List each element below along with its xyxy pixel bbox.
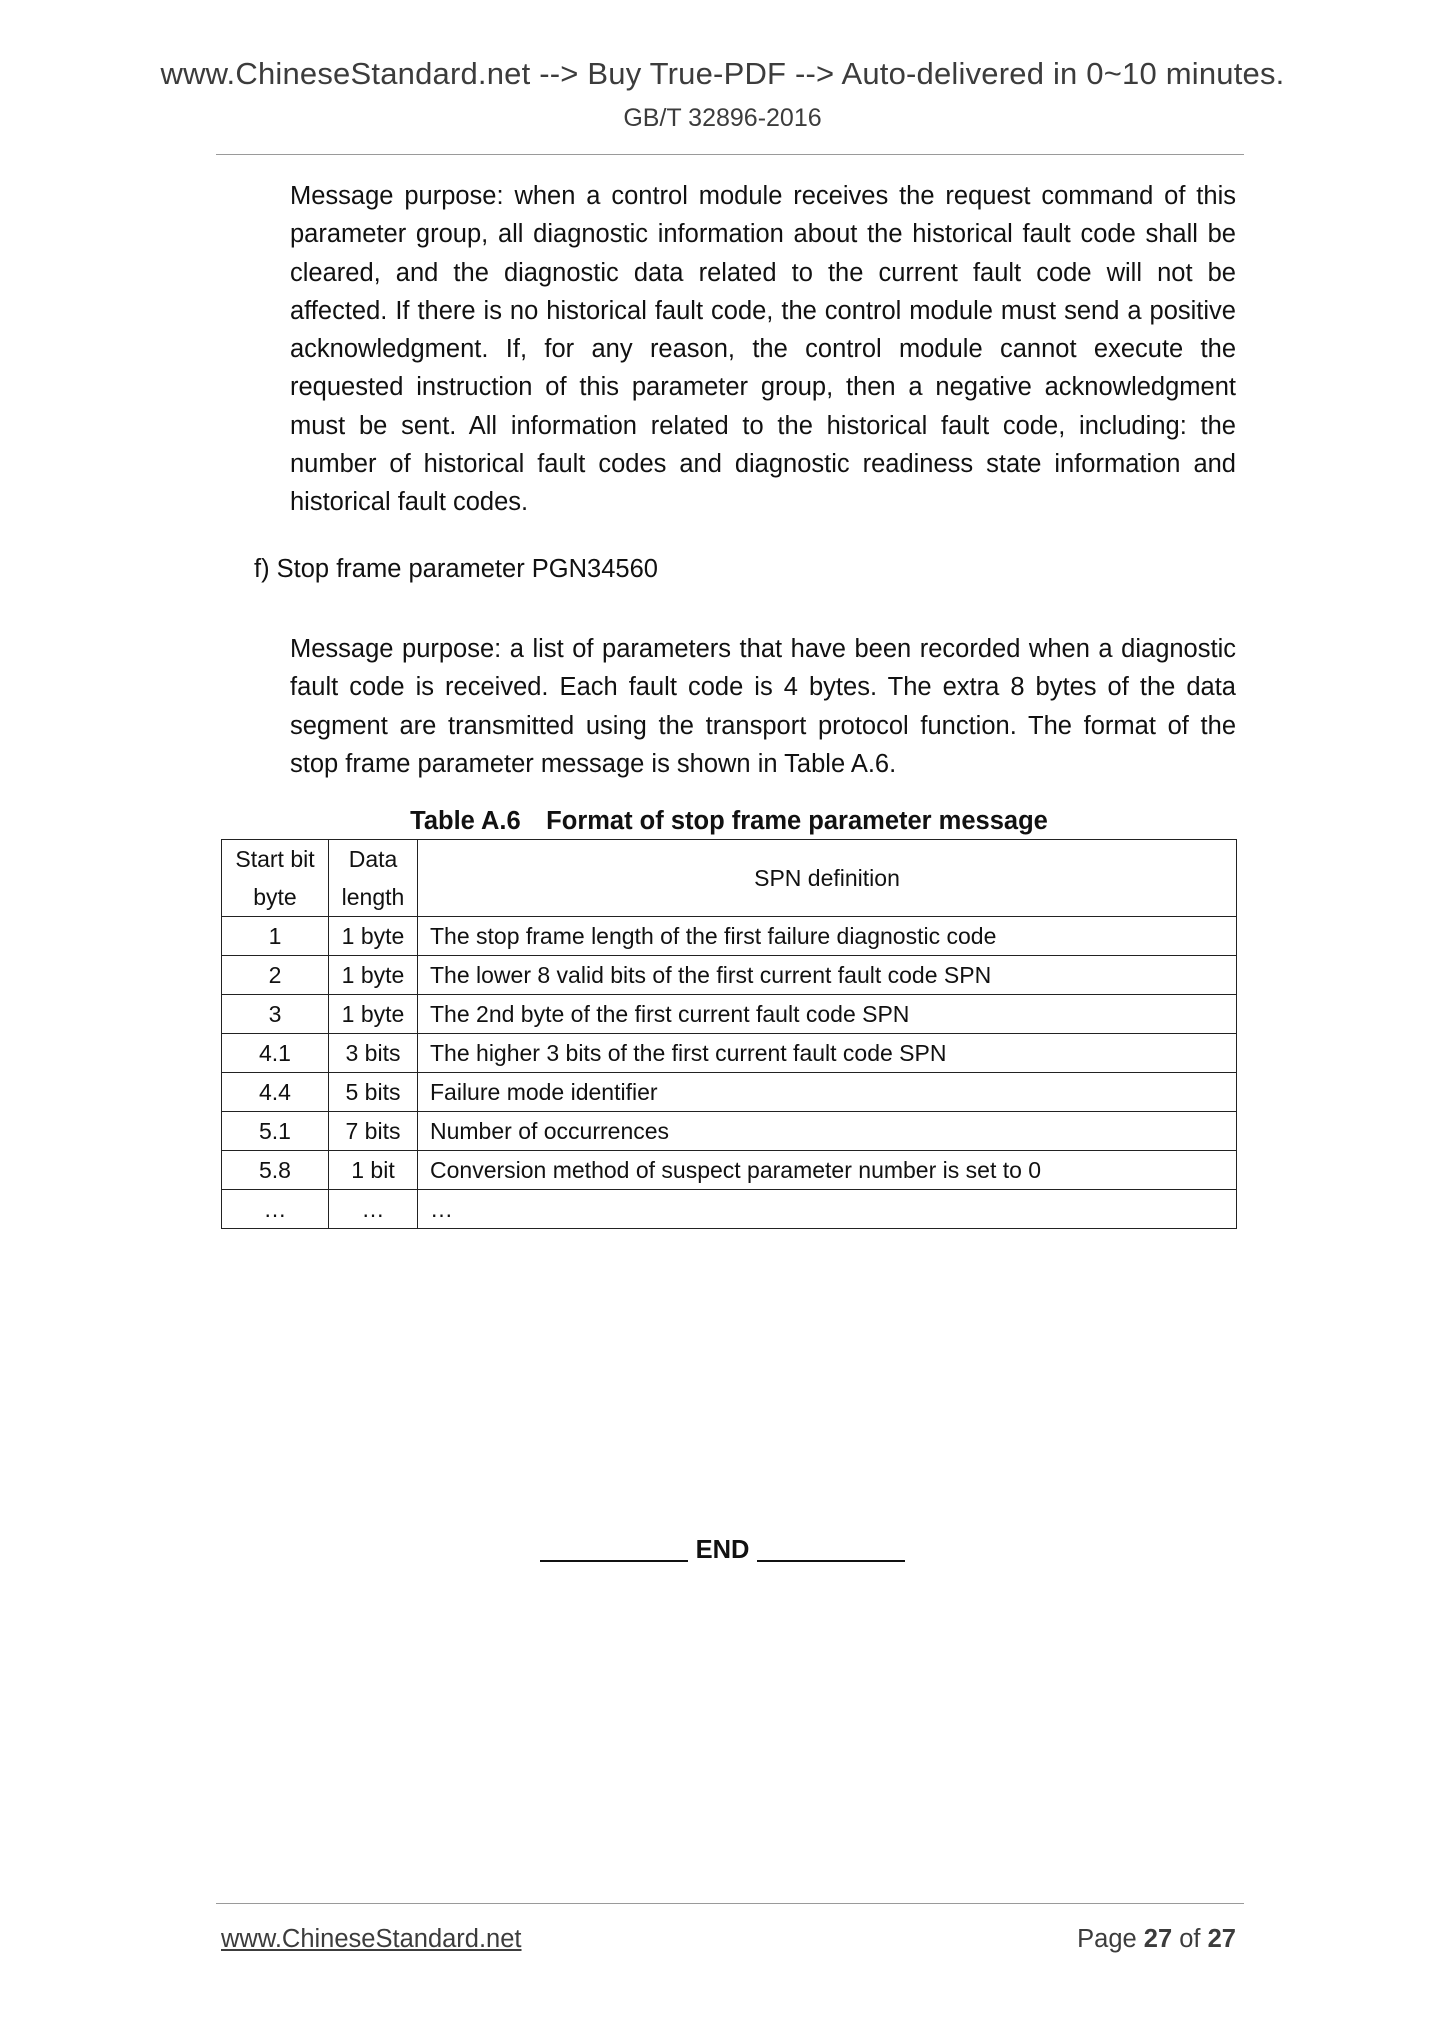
footer-divider bbox=[216, 1903, 1244, 1904]
cell-length: 1 bit bbox=[329, 1151, 418, 1190]
page-of: of bbox=[1179, 1925, 1201, 1953]
header-data-length bbox=[329, 840, 418, 917]
cell-start: 5.1 bbox=[222, 1112, 329, 1151]
cell-length: … bbox=[329, 1190, 418, 1229]
header-spn-definition: SPN definition bbox=[418, 840, 1237, 917]
table-row bbox=[222, 1190, 1237, 1229]
cell-start: 4.1 bbox=[222, 1034, 329, 1073]
page-number bbox=[1077, 1925, 1236, 1954]
page-current: 27 bbox=[1143, 1925, 1173, 1953]
table-row bbox=[222, 1151, 1237, 1190]
table-row bbox=[222, 1073, 1237, 1112]
cell-length: 1 byte bbox=[329, 956, 418, 995]
cell-start: 5.8 bbox=[222, 1151, 329, 1190]
header-divider bbox=[216, 154, 1244, 155]
end-rule-left bbox=[540, 1560, 688, 1562]
header-start-line2: byte bbox=[253, 884, 297, 910]
header-start-line1: Start bit bbox=[235, 846, 315, 872]
cell-start: 3 bbox=[222, 995, 329, 1034]
cell-definition: Conversion method of suspect parameter number is set to 0 bbox=[418, 1151, 1237, 1190]
cell-length: 7 bits bbox=[329, 1112, 418, 1151]
paragraph-message-purpose-stop-frame: Message purpose: a list of parameters that have been recorded when a diagnostic fault code is received. Each fault code is 4 bytes. The extra 8 bytes of the data segment are transmitted using the transport protocol function. The format of the stop frame parameter message is shown in Table A.6. bbox=[290, 635, 1236, 778]
cell-length: 1 byte bbox=[329, 917, 418, 956]
cell-definition: The stop frame length of the first failure diagnostic code bbox=[418, 917, 1237, 956]
table-caption: Table A.6 Format of stop frame parameter message bbox=[410, 807, 1048, 835]
cell-definition: Failure mode identifier bbox=[418, 1073, 1237, 1112]
table-row bbox=[222, 956, 1237, 995]
cell-length: 5 bits bbox=[329, 1073, 418, 1112]
header-length-line2: length bbox=[341, 884, 405, 910]
header-length-line1: Data bbox=[348, 846, 398, 872]
cell-definition: The lower 8 valid bits of the first current fault code SPN bbox=[418, 956, 1237, 995]
cell-definition: The higher 3 bits of the first current fault code SPN bbox=[418, 1034, 1237, 1073]
cell-definition: Number of occurrences bbox=[418, 1112, 1237, 1151]
paragraph-message-purpose-clear: Message purpose: when a control module receives the request command of this parameter group, all diagnostic information about the historical fault code shall be cleared, and the diagnostic data related to the current fault code will not be affected. If there is no historical fault code, the control module must send a positive acknowledgment. If, for any reason, the control module cannot execute the requested instruction of this parameter group, then a negative acknowledgment must be sent. All information related to the historical fault code, including: the number of historical fault codes and diagnostic readiness state information and historical fault codes. bbox=[290, 182, 1236, 517]
table-row bbox=[222, 1034, 1237, 1073]
table-header-row bbox=[222, 840, 1237, 917]
footer-website-link[interactable]: www.ChineseStandard.net bbox=[221, 1925, 522, 1953]
cell-definition: The 2nd byte of the first current fault code SPN bbox=[418, 995, 1237, 1034]
list-item-f: f) Stop frame parameter PGN34560 bbox=[254, 555, 658, 583]
cell-start: 2 bbox=[222, 956, 329, 995]
cell-length: 1 byte bbox=[329, 995, 418, 1034]
cell-start: 1 bbox=[222, 917, 329, 956]
table-row bbox=[222, 1112, 1237, 1151]
header-start-bit-byte bbox=[222, 840, 329, 917]
cell-definition: … bbox=[418, 1190, 1237, 1229]
page-total: 27 bbox=[1207, 1925, 1236, 1953]
end-marker bbox=[0, 1536, 1445, 1565]
cell-start: 4.4 bbox=[222, 1073, 329, 1112]
cell-length: 3 bits bbox=[329, 1034, 418, 1073]
page-word: Page bbox=[1077, 1925, 1137, 1953]
table-row bbox=[222, 995, 1237, 1034]
end-label: END bbox=[695, 1536, 750, 1564]
table-row bbox=[222, 917, 1237, 956]
cell-start: … bbox=[222, 1190, 329, 1229]
top-banner: www.ChineseStandard.net --> Buy True-PDF --> Auto-delivered in 0~10 minutes. bbox=[160, 56, 1285, 91]
stop-frame-table bbox=[221, 839, 1237, 1229]
end-rule-right bbox=[757, 1560, 905, 1562]
standard-code: GB/T 32896-2016 bbox=[623, 104, 822, 132]
